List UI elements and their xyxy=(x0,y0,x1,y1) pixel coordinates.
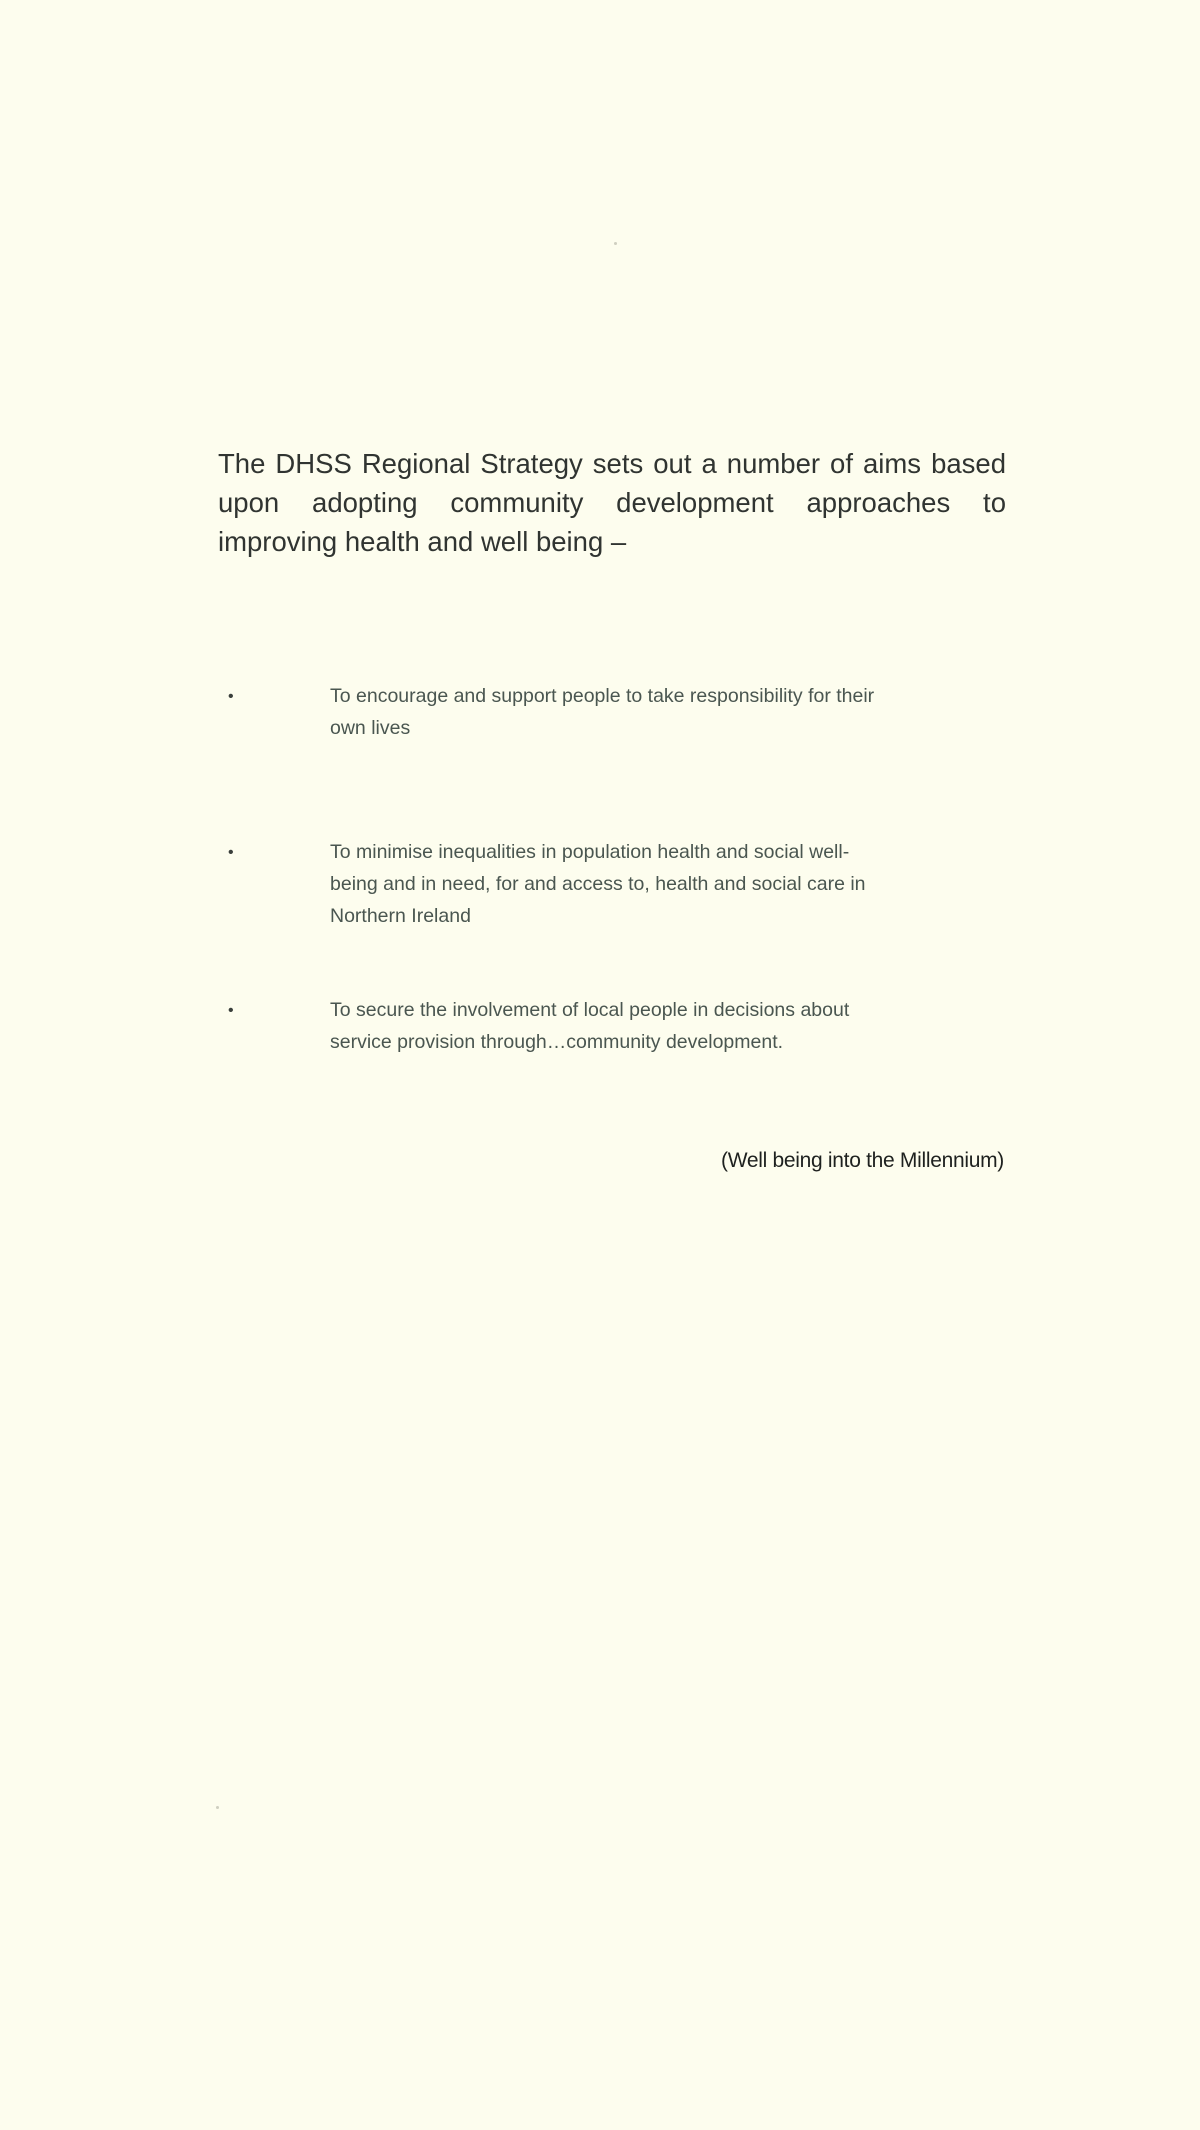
paper-speck xyxy=(614,242,617,245)
list-item xyxy=(218,994,1008,1058)
bullet-icon: • xyxy=(228,688,234,705)
aim-text: To minimise inequalities in population health and social well-being and in need, for and access to, health and social care in Northern Ireland xyxy=(330,841,866,927)
paper-speck xyxy=(216,1806,219,1809)
citation: (Well being into the Millennium) xyxy=(721,1149,1004,1172)
aims-list xyxy=(218,680,1008,1058)
list-item xyxy=(218,680,1008,744)
bullet-icon: • xyxy=(228,844,234,861)
aim-text: To secure the involvement of local people in decisions about service provision through…community development. xyxy=(330,999,850,1053)
aim-text: To encourage and support people to take responsibility for their own lives xyxy=(330,685,875,739)
bullet-icon: • xyxy=(228,1002,234,1019)
intro-paragraph: The DHSS Regional Strategy sets out a number of aims based upon adopting community development approaches to improving health and well being – xyxy=(218,448,1006,557)
list-item xyxy=(218,836,1008,932)
